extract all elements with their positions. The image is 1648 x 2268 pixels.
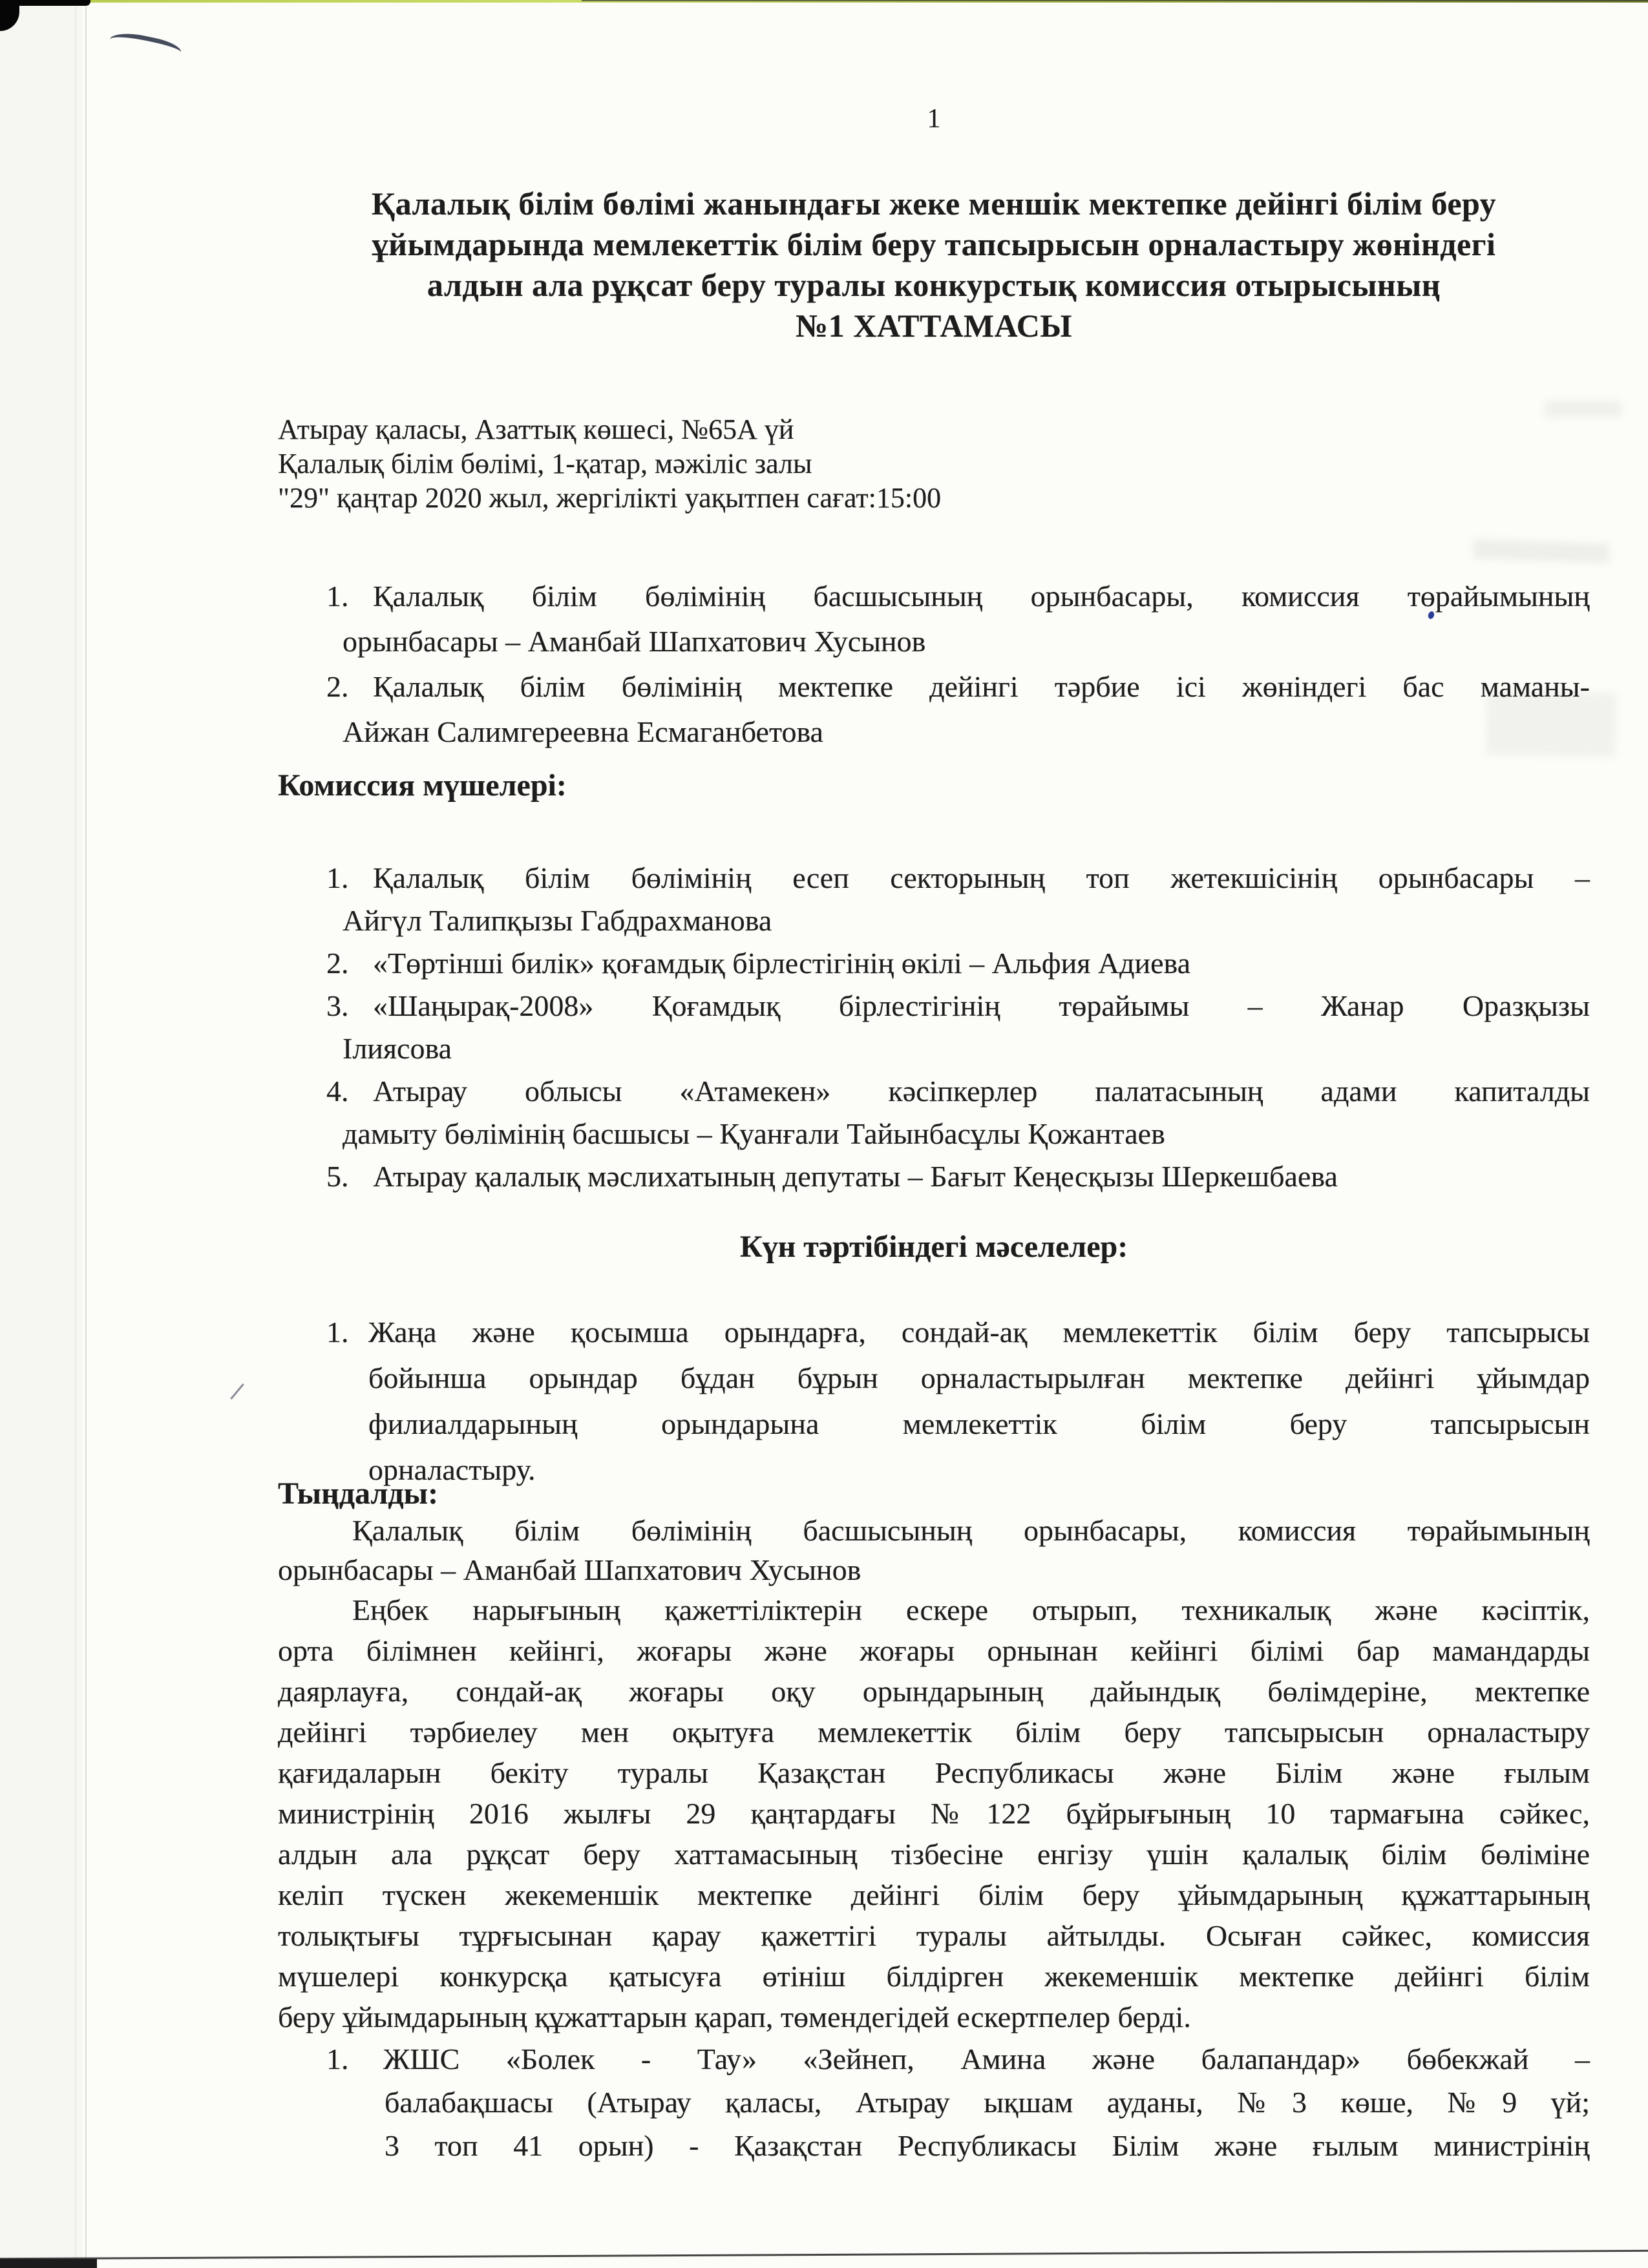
list-item xyxy=(278,664,1590,755)
meeting-datetime-line: "29" қаңтар 2020 жыл, жергілікті уақытпен сағат:15:00 xyxy=(278,482,942,514)
list-item-number: 5. xyxy=(326,1160,349,1193)
list-item-text: Қалалық білім бөлімінің есеп секторының топ жетекшісінің орынбасары – xyxy=(373,861,1590,894)
list-item-number: 1. xyxy=(326,580,349,613)
meeting-address-line: Атырау қаласы, Азаттық көшесі, №65А үй xyxy=(278,414,794,445)
document-title xyxy=(278,184,1590,346)
list-item xyxy=(278,1070,1590,1155)
text-line: беру ұйымдарының құжаттарын қарап, төмендегідей ескертпелер берді. xyxy=(278,2000,1191,2033)
text-line xyxy=(326,1155,1590,1198)
text-line: даярлауға, сондай-ақ жоғары оқу орындарының дайындық бөлімдеріне, мектепке xyxy=(278,1675,1590,1708)
list-item xyxy=(278,574,1590,664)
bleed-through-smudge xyxy=(1474,539,1610,563)
title-line: ұйымдарында мемлекеттік білім беру тапсырысын орналастыру жөніндегі xyxy=(372,226,1496,262)
remarks-list xyxy=(278,2037,1590,2167)
list-item-text: «Төртінші билік» қоғамдық бірлестігінің өкілі – Альфия Адиева xyxy=(373,947,1191,980)
text-line: балабақшасы (Атырау қаласы, Атырау ықшам ауданы, №3 көше, №9 үй; xyxy=(385,2086,1590,2119)
list-item-text: ЖШС «Болек - Тау» «Зейнеп, Амина және балапандар» бөбекжай – xyxy=(383,2042,1590,2075)
text-line: орналастыру. xyxy=(368,1453,536,1486)
list-item-number: 1. xyxy=(326,2042,349,2075)
text-line: мүшелері конкурсқа қатысуға өтініш білдірген жекеменшік мектепке дейінгі білім xyxy=(278,1960,1590,1993)
text-line xyxy=(326,857,1590,899)
list-item-text: Атырау облысы «Атамекен» кәсіпкерлер палатасының адами капиталды xyxy=(373,1075,1590,1108)
list-item-text: Қалалық білім бөлімінің басшысының орынбасары, комиссия төрайымының xyxy=(373,580,1590,613)
text-line xyxy=(326,2037,1590,2081)
heard-paragraph-speaker xyxy=(278,1511,1590,1590)
text-line xyxy=(326,574,1590,619)
page-number: 1 xyxy=(927,104,941,134)
text-line xyxy=(326,942,1590,985)
protocol-number-line: №1 ХАТТАМАСЫ xyxy=(796,308,1072,344)
text-line: дейінгі тәрбиелеу мен оқытуға мемлекеттік білім беру тапсырысын орналастыру xyxy=(278,1716,1590,1748)
agenda-list xyxy=(278,1309,1590,1493)
scan-artifact-bottom-left-edge xyxy=(0,2259,97,2268)
meeting-room-line: Қалалық білім бөлімі, 1-қатар, мәжіліс залы xyxy=(278,448,812,479)
text-line: Еңбек нарығының қажеттіліктерін ескере отырып, техникалық және кәсіптік, xyxy=(352,1593,1590,1626)
text-line xyxy=(326,985,1590,1027)
list-item xyxy=(278,985,1590,1070)
list-item-text: Қалалық білім бөлімінің мектепке дейінгі тәрбие ісі жөніндегі бас маманы- xyxy=(373,670,1590,703)
paper-edge-line xyxy=(75,6,76,2268)
list-item-number: 2. xyxy=(326,947,349,980)
list-item xyxy=(278,1309,1590,1493)
list-item-text: Атырау қалалық мәслихатының депутаты – Бағыт Кеңесқызы Шеркешбаева xyxy=(373,1160,1338,1193)
text-line: министрінің 2016 жылғы 29 қаңтардағы №122 бұйрығының 10 тармағына сәйкес, xyxy=(278,1797,1590,1830)
text-line: қағидаларын бекіту туралы Қазақстан Республикасы және Білім және ғылым xyxy=(278,1756,1590,1789)
list-item xyxy=(278,2037,1590,2167)
text-line: келіп түскен жекеменшік мектепке дейінгі білім беру ұйымдарының құжаттарының xyxy=(278,1878,1590,1911)
text-line: Айжан Салимгереевна Есмаганбетова xyxy=(343,715,823,748)
heard-paragraph-body xyxy=(278,1590,1590,2037)
list-item-number: 2. xyxy=(326,670,349,703)
text-line: бойынша орындар бұдан бұрын орналастырылған мектепке дейінгі ұйымдар xyxy=(368,1361,1590,1394)
agenda-heading: Күн тәртібіндегі мәселелер: xyxy=(739,1230,1128,1264)
paper-edge-line xyxy=(85,6,87,2268)
text-line: Айгүл Талипқызы Габдрахманова xyxy=(343,904,772,937)
list-item xyxy=(278,1155,1590,1198)
heard-heading: Тыңдалды: xyxy=(278,1476,439,1511)
list-item-number: 3. xyxy=(326,989,349,1022)
list-item-text: «Шаңырақ-2008» Қоғамдық бірлестігінің төрайымы – Жанар Оразқызы xyxy=(373,989,1590,1022)
text-line: толықтығы тұрғысынан қарау қажеттігі туралы айтылды. Осыған сәйкес, комиссия xyxy=(278,1919,1590,1952)
text-line: дамыту бөлімінің басшысы – Қуанғали Тайынбасұлы Қожантаев xyxy=(343,1117,1165,1150)
commission-members-list xyxy=(278,857,1590,1198)
list-item-number: 1. xyxy=(326,1316,349,1349)
text-line: 3 топ 41 орын) - Қазақстан Республикасы Білім және ғылым министрінің xyxy=(385,2129,1590,2162)
list-item-number: 4. xyxy=(326,1075,349,1108)
scanner-margin-strip xyxy=(0,0,83,2268)
text-line xyxy=(326,1309,1590,1355)
list-item xyxy=(278,942,1590,985)
text-line: Қалалық білім бөлімінің басшысының орынбасары, комиссия төрайымының xyxy=(352,1514,1590,1547)
commission-members-heading: Комиссия мүшелері: xyxy=(278,768,567,803)
text-line: орынбасары – Аманбай Шапхатович Хусынов xyxy=(343,625,926,658)
presidium-list xyxy=(278,574,1590,755)
text-line xyxy=(326,1070,1590,1113)
text-line: орта білімнен кейінгі, жоғары және жоғары орнынан кейінгі білімі бар мамандарды xyxy=(278,1634,1590,1667)
text-line: алдын ала рұқсат беру хаттамасының тізбесіне енгізу үшін қалалық білім бөліміне xyxy=(278,1838,1590,1871)
text-line xyxy=(326,664,1590,709)
scan-artifact-bottom-line xyxy=(0,2250,1648,2260)
text-line: Ілиясова xyxy=(343,1032,452,1065)
pen-mark xyxy=(109,29,183,56)
text-line: орынбасары – Аманбай Шапхатович Хусынов xyxy=(278,1553,861,1586)
title-line: алдын ала рұқсат беру туралы конкурстық комиссия отырысының xyxy=(427,267,1441,303)
meeting-meta xyxy=(278,412,1590,515)
list-item-number: 1. xyxy=(326,861,349,894)
pencil-slash-mark xyxy=(230,1383,244,1400)
list-item-text: Жаңа және қосымша орындарға, сондай-ақ мемлекеттік білім беру тапсырысы xyxy=(368,1316,1590,1349)
title-line: Қалалық білім бөлімі жанындағы жеке меншік мектепке дейінгі білім беру xyxy=(371,185,1497,222)
text-line: филиалдарының орындарына мемлекеттік білім беру тапсырысын xyxy=(368,1407,1590,1440)
list-item xyxy=(278,857,1590,942)
scan-artifact-top-dark-line xyxy=(582,0,1648,1)
